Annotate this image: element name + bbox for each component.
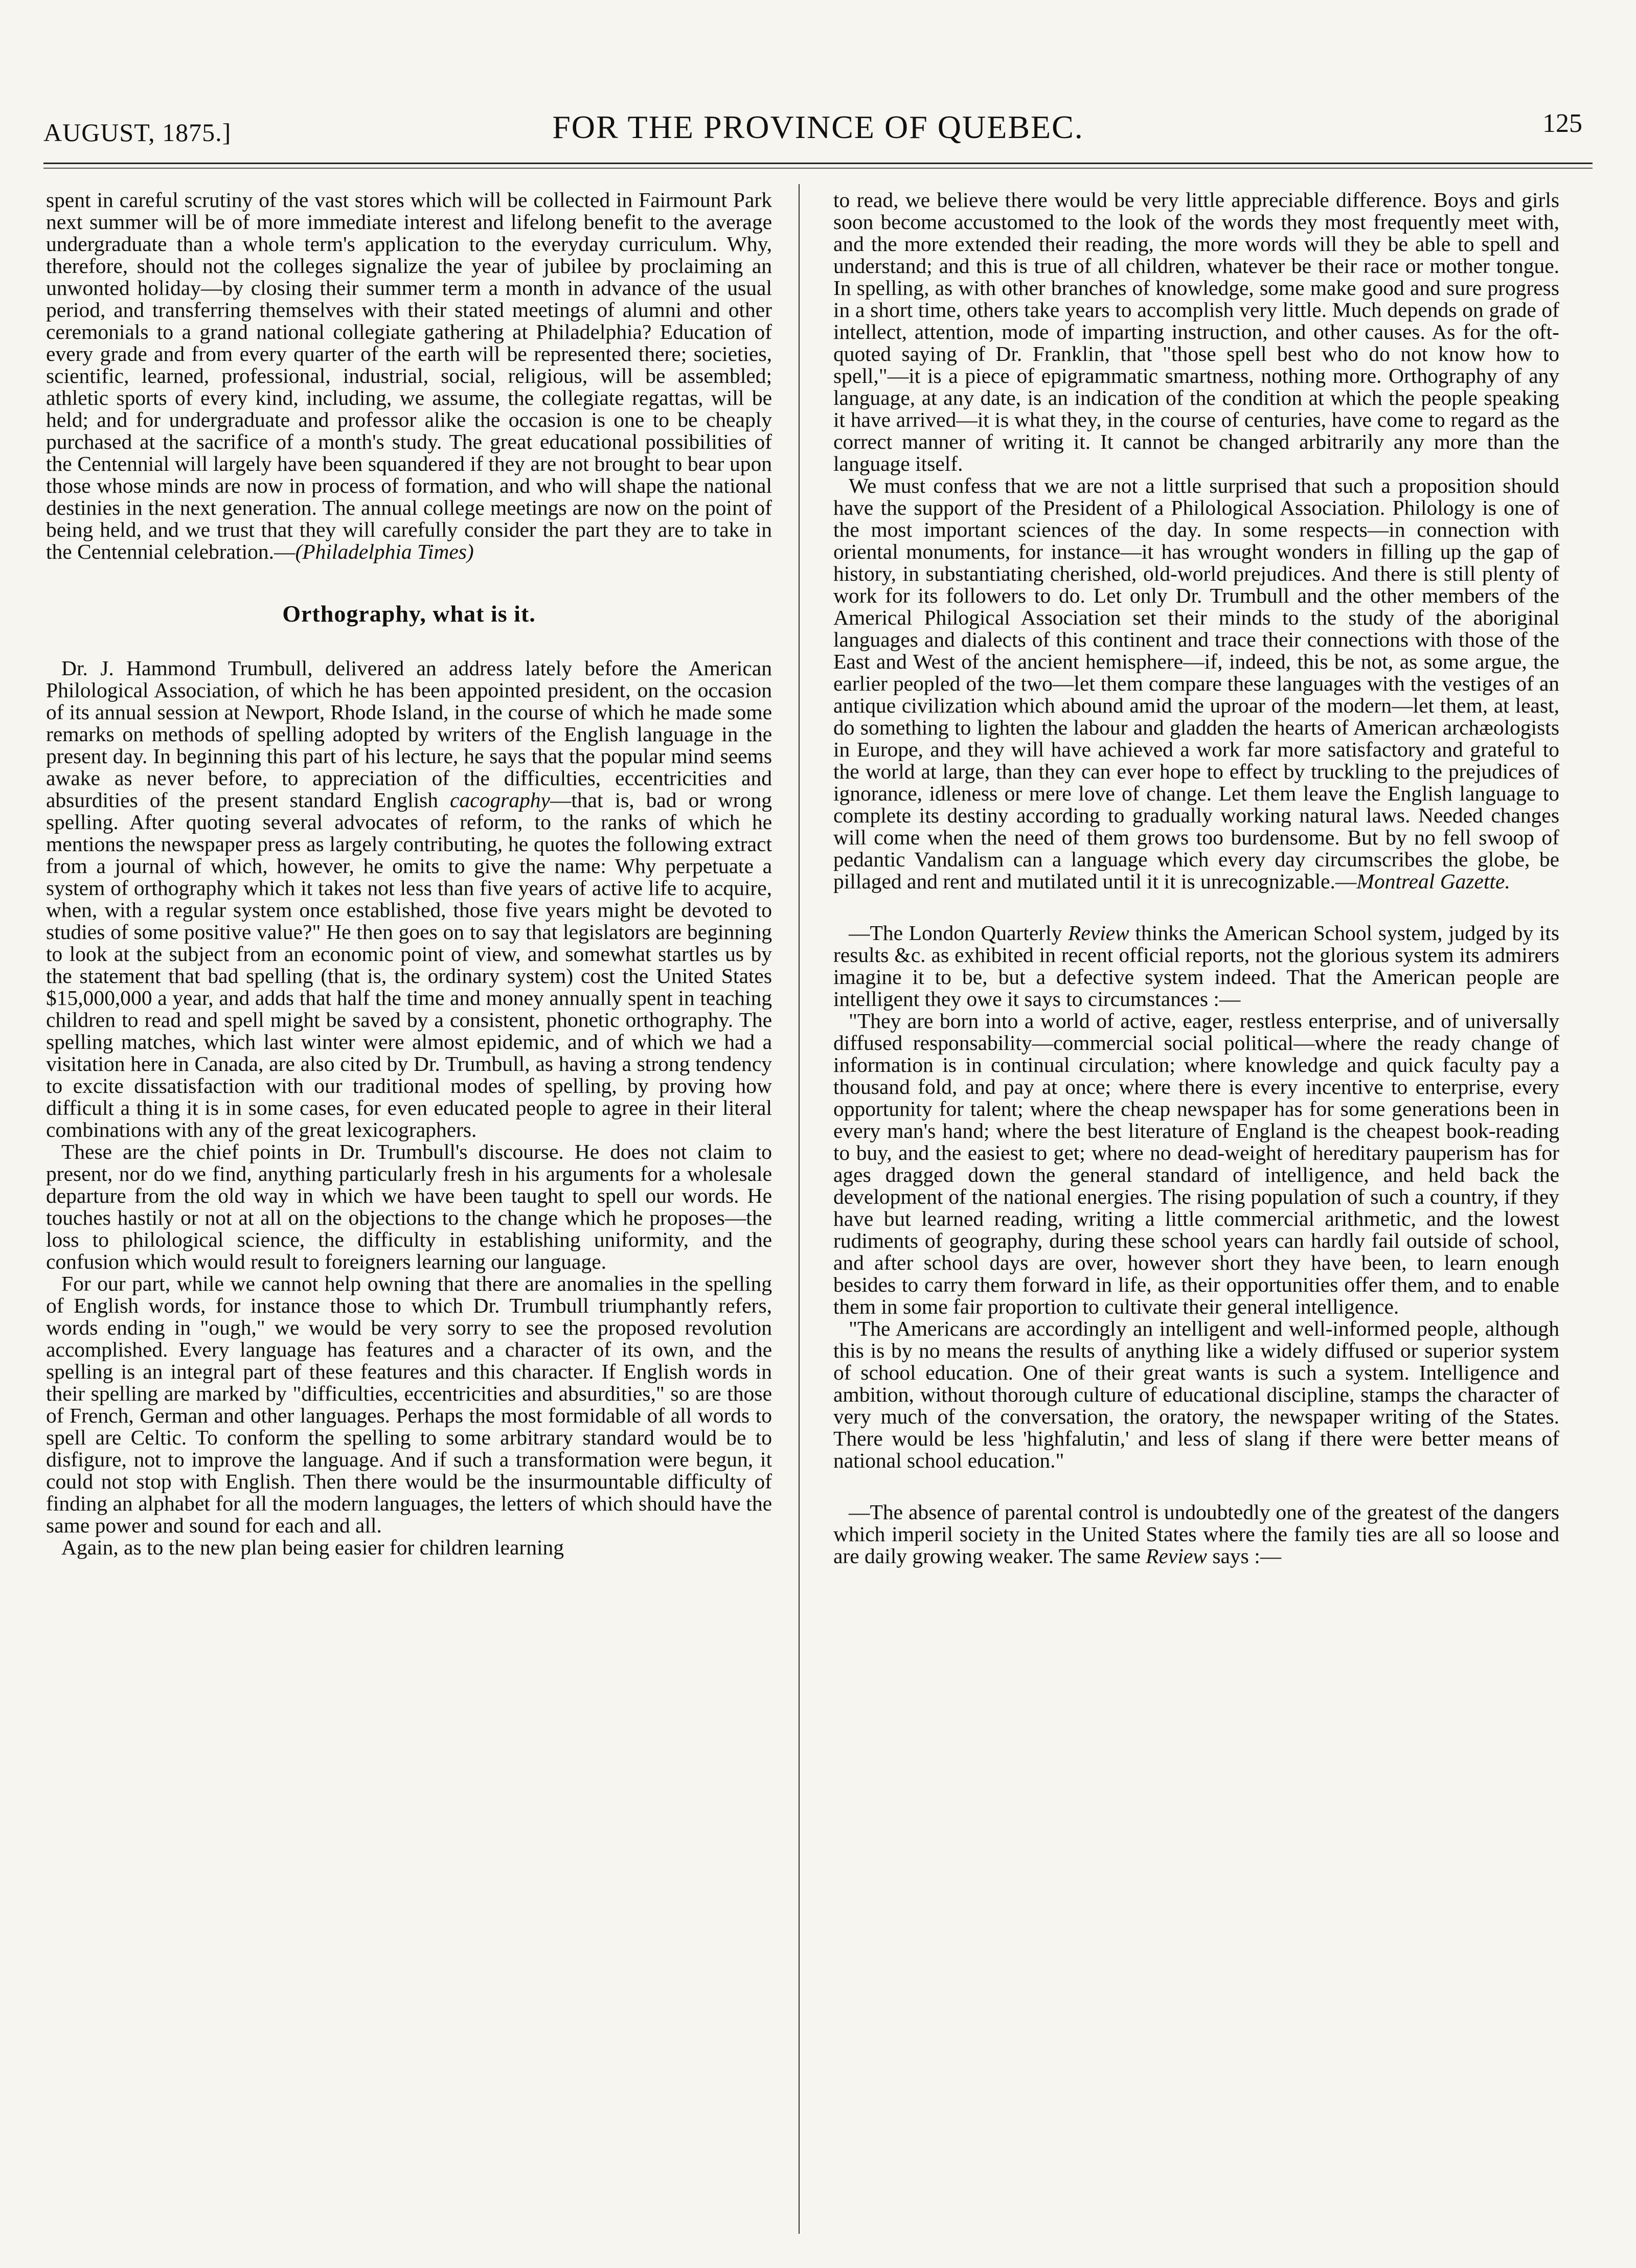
right-paragraph-6-italic: Review <box>1146 1544 1207 1568</box>
right-paragraph-2-text: We must confess that we are not a little surprised that such a proposition should have the support of the President of a Philological Association. Philology is one of the most important sciences of the day. In some respects—in connection with oriental monuments, for instance—it has wrought wonders in filling up the gap of history, in substantiating cherished, old-world prejudices. And there is still plenty of work for its followers to do. Let only Dr. Trumbull and the other members of the Americal Philogical Association set their minds to the study of the aboriginal languages and dialects of this continent and trace their connections with those of the East and West of the ancient hemisphere—if, indeed, this be not, as some argue, the earlier peopled of the two—let them compare these languages with the vestiges of an antique civilization which abound amid the uproar of the modern—let them, at least, do something to lighten the labour and gladden the hearts of American archæologists in Europe, and they will have achieved a work far more satisfactory and grateful to the world at large, than they can ever hope to effect by truckling to the prejudices of ignorance, idleness or mere love of change. Let them leave the English language to complete its destiny according to gradually working natural laws. Needed changes will come when the need of them grows too burdensome. But by no fell swoop of pedantic Vandalism can a language which every day circumscribes the globe, be pillaged and rent and mutilated until it it is unrecognizable.— <box>833 474 1559 893</box>
right-paragraph-1: to read, we believe there would be very little appreciable difference. Boys and girls soon become accustomed to the look of the words they most frequently meet with, and the more extended their reading, the more words will they be able to spell and understand; and this is true of all children, whatever be their race or mother tongue. In spelling, as with other branches of knowledge, some make good and sure progress in a short time, others take years to accomplish very little. Much depends on grade of intellect, attention, mode of imparting instruction, and other causes. As for the oft-quoted saying of Dr. Franklin, that "those spell best who do not know how to spell,"—it is a piece of epigrammatic smartness, nothing more. Orthography of any language, at any date, is an indication of the condition at which the people speaking it have arrived—it is what they, in the course of centuries, have come to regard as the correct manner of writing it. It cannot be changed arbitrarily any more than the language itself. <box>833 188 1559 475</box>
left-paragraph-4: For our part, while we cannot help owning that there are anomalies in the spelling of English words, for instance those to which Dr. Trumbull triumphantly refers, words ending in "ough," we would be very sorry to see the proposed revolution accomplished. Every language has features and a character of its own, and the spelling is an integral part of these features and this character. If English words in their spelling are marked by "difficulties, eccentricities and absurdities," so are those of French, German and other languages. Perhaps the most formidable of all words to spell are Celtic. To conform the spelling to some arbitrary standard would be to disfigure, not to improve the language. And if such a transformation were begun, it could not stop with English. Then there would be the insurmountable difficulty of finding an alphabet for all the modern languages, the letters of which should have the same power and sound for each and all. <box>46 1272 772 1537</box>
column-divider <box>799 184 800 2234</box>
left-paragraph-1-text: spent in careful scrutiny of the vast stores which will be collected in Fairmount Park next summer will be of more immediate interest and lifelong benefit to the average undergraduate than a whole term's application to the everyday curriculum. Why, therefore, should not the colleges signalize the year of jubilee by proclaiming an unwonted holiday—by closing their summer term a month in advance of the usual period, and transferring themselves with their stated meetings of alumni and other ceremonials to a grand national collegiate gathering at Philadelphia? Education of every grade and from every quarter of the earth will be represented there; societies, scientific, learned, professional, industrial, social, religious, will be assembled; athletic sports of every kind, including, we assume, the collegiate regattas, will be held; and for undergraduate and professor alike the occasion is one to be cheaply purchased at the sacrifice of a month's study. The great educational possibilities of the Centennial will largely have been squandered if they are not brought to bear upon those whose minds are now in process of formation, and who will shape the national destinies in the next generation. The annual college meetings are now on the point of being held, and we trust that they will carefully consider the part they are to take in the Centennial celebration.— <box>46 188 772 563</box>
right-paragraph-3-italic: Review <box>1068 921 1129 945</box>
right-paragraph-2 <box>833 475 1559 892</box>
left-paragraph-1 <box>46 189 772 563</box>
page-number: 125 <box>1542 109 1582 138</box>
article-heading: Orthography, what is it. <box>282 601 536 627</box>
left-paragraph-2-text-a: Dr. J. Hammond Trumbull, delivered an address lately before the American Philological Association, of which he has been appointed president, on the occasion of its annual session at Newport, Rhode Island, in the course of which he made some remarks on methods of spelling adopted by writers of the English language in the present day. In beginning this part of his lecture, he says that the popular mind seems awake as never before, to appreciation of the difficulties, eccentricities and absurdities of the present standard English <box>46 656 772 812</box>
header-date: AUGUST, 1875.] <box>43 118 232 147</box>
right-paragraph-6-text-b: says :— <box>1212 1544 1282 1568</box>
left-column <box>46 189 772 1559</box>
left-paragraph-2-text-b: —that is, bad or wrong spelling. After quoting several advocates of reform, to the ranks of which he mentions the newspaper press as largely contributing, he quotes the following extract from a journal of which, however, he omits to give the name: Why perpetuate a system of orthography which it takes not less than five years of active life to acquire, when, with a regular system once established, those five years might be devoted to studies of some positive value?" He then goes on to say that legislators are beginning to look at the subject from an economic point of view, and somewhat startles us by the statement that bad spelling (that is, the ordinary system) cost the United States $15,000,000 a year, and adds that half the time and money annually spent in teaching children to read and spell might be saved by a consistent, phonetic orthography. The spelling matches, which last winter were almost epidemic, and of which we had a visitation here in Canada, are also cited by Dr. Trumbull, as having a strong tendency to excite dissatisfaction with our traditional modes of spelling, by proving how difficult a thing it is in some cases, for even educated people to agree in their literal combinations with any of the great lexicographers. <box>46 788 772 1141</box>
right-paragraph-3-text-b: thinks the American School system, judged by its results &c. as exhibited in recent official reports, not the glorious system its admirers imagine it to be, but a defective system indeed. That the American people are intelligent they owe it says to circumstances :— <box>833 921 1560 1011</box>
left-paragraph-1-source: (Philadelphia Times) <box>295 540 474 563</box>
right-paragraph-5: "The Americans are accordingly an intelligent and well-informed people, although this is by no means the results of anything like a widely diffused or superior system of school education. One of their great wants is such a system. Intelligence and ambition, without thorough culture of educational discipline, stamps the character of very much of the conversation, the oratory, the newspaper writing of the States. There would be less 'highfalutin,' and less of slang if there were better means of national school education." <box>833 1317 1559 1472</box>
header-rule-bottom <box>43 168 1593 169</box>
right-paragraph-6-text-a: —The absence of parental control is undoubtedly one of the greatest of the dangers which imperil society in the United States where the family ties are all so loose and are daily growing weaker. The same <box>833 1500 1559 1568</box>
left-paragraph-2 <box>46 657 772 1141</box>
right-column <box>833 189 1559 1567</box>
left-paragraph-3: These are the chief points in Dr. Trumbull's discourse. He does not claim to present, nor do we find, anything particularly fresh in his arguments for a wholesale departure from the old way in which we have been taught to spell our words. He touches hastily or not at all on the objections to the change which he proposes—the loss to philological science, the difficulty in establishing uniformity, and the confusion which would result to foreigners learning our language. <box>46 1140 772 1273</box>
right-paragraph-3-text-a: —The London Quarterly <box>849 921 1062 945</box>
page-header <box>43 97 1593 147</box>
right-paragraph-3 <box>833 922 1559 1010</box>
header-rule-top <box>43 163 1593 164</box>
right-paragraph-6 <box>833 1501 1559 1567</box>
header-title: FOR THE PROVINCE OF QUEBEC. <box>552 109 1084 145</box>
left-paragraph-2-italic: cacography <box>449 788 550 812</box>
left-paragraph-5: Again, as to the new plan being easier for children learning <box>61 1536 564 1559</box>
right-paragraph-2-source: Montreal Gazette. <box>1356 869 1510 893</box>
right-paragraph-4: "They are born into a world of active, eager, restless enterprise, and of universally diffused responsability—commercial social political—where the ready change of information is in continual circulation; where knowledge and quick faculty pay a thousand fold, and pay at once; where there is every incentive to enterprise, every opportunity for talent; where the cheap newspaper has for some generations been in every man's hand; where the best literature of England is the cheapest book-reading to buy, and the easiest to get; where no dead-weight of hereditary pauperism has for ages dragged down the general standard of intelligence, and held back the development of the national energies. The rising population of such a country, if they have but learned reading, writing a little commercial arithmetic, and the lowest rudiments of geography, during these school years can hardly fail outside of school, and after school days are over, however short they have been, to learn enough besides to carry them forward in life, as their opportunities offer them, and to enable them in some fair proportion to cultivate their general intelligence. <box>833 1009 1559 1318</box>
